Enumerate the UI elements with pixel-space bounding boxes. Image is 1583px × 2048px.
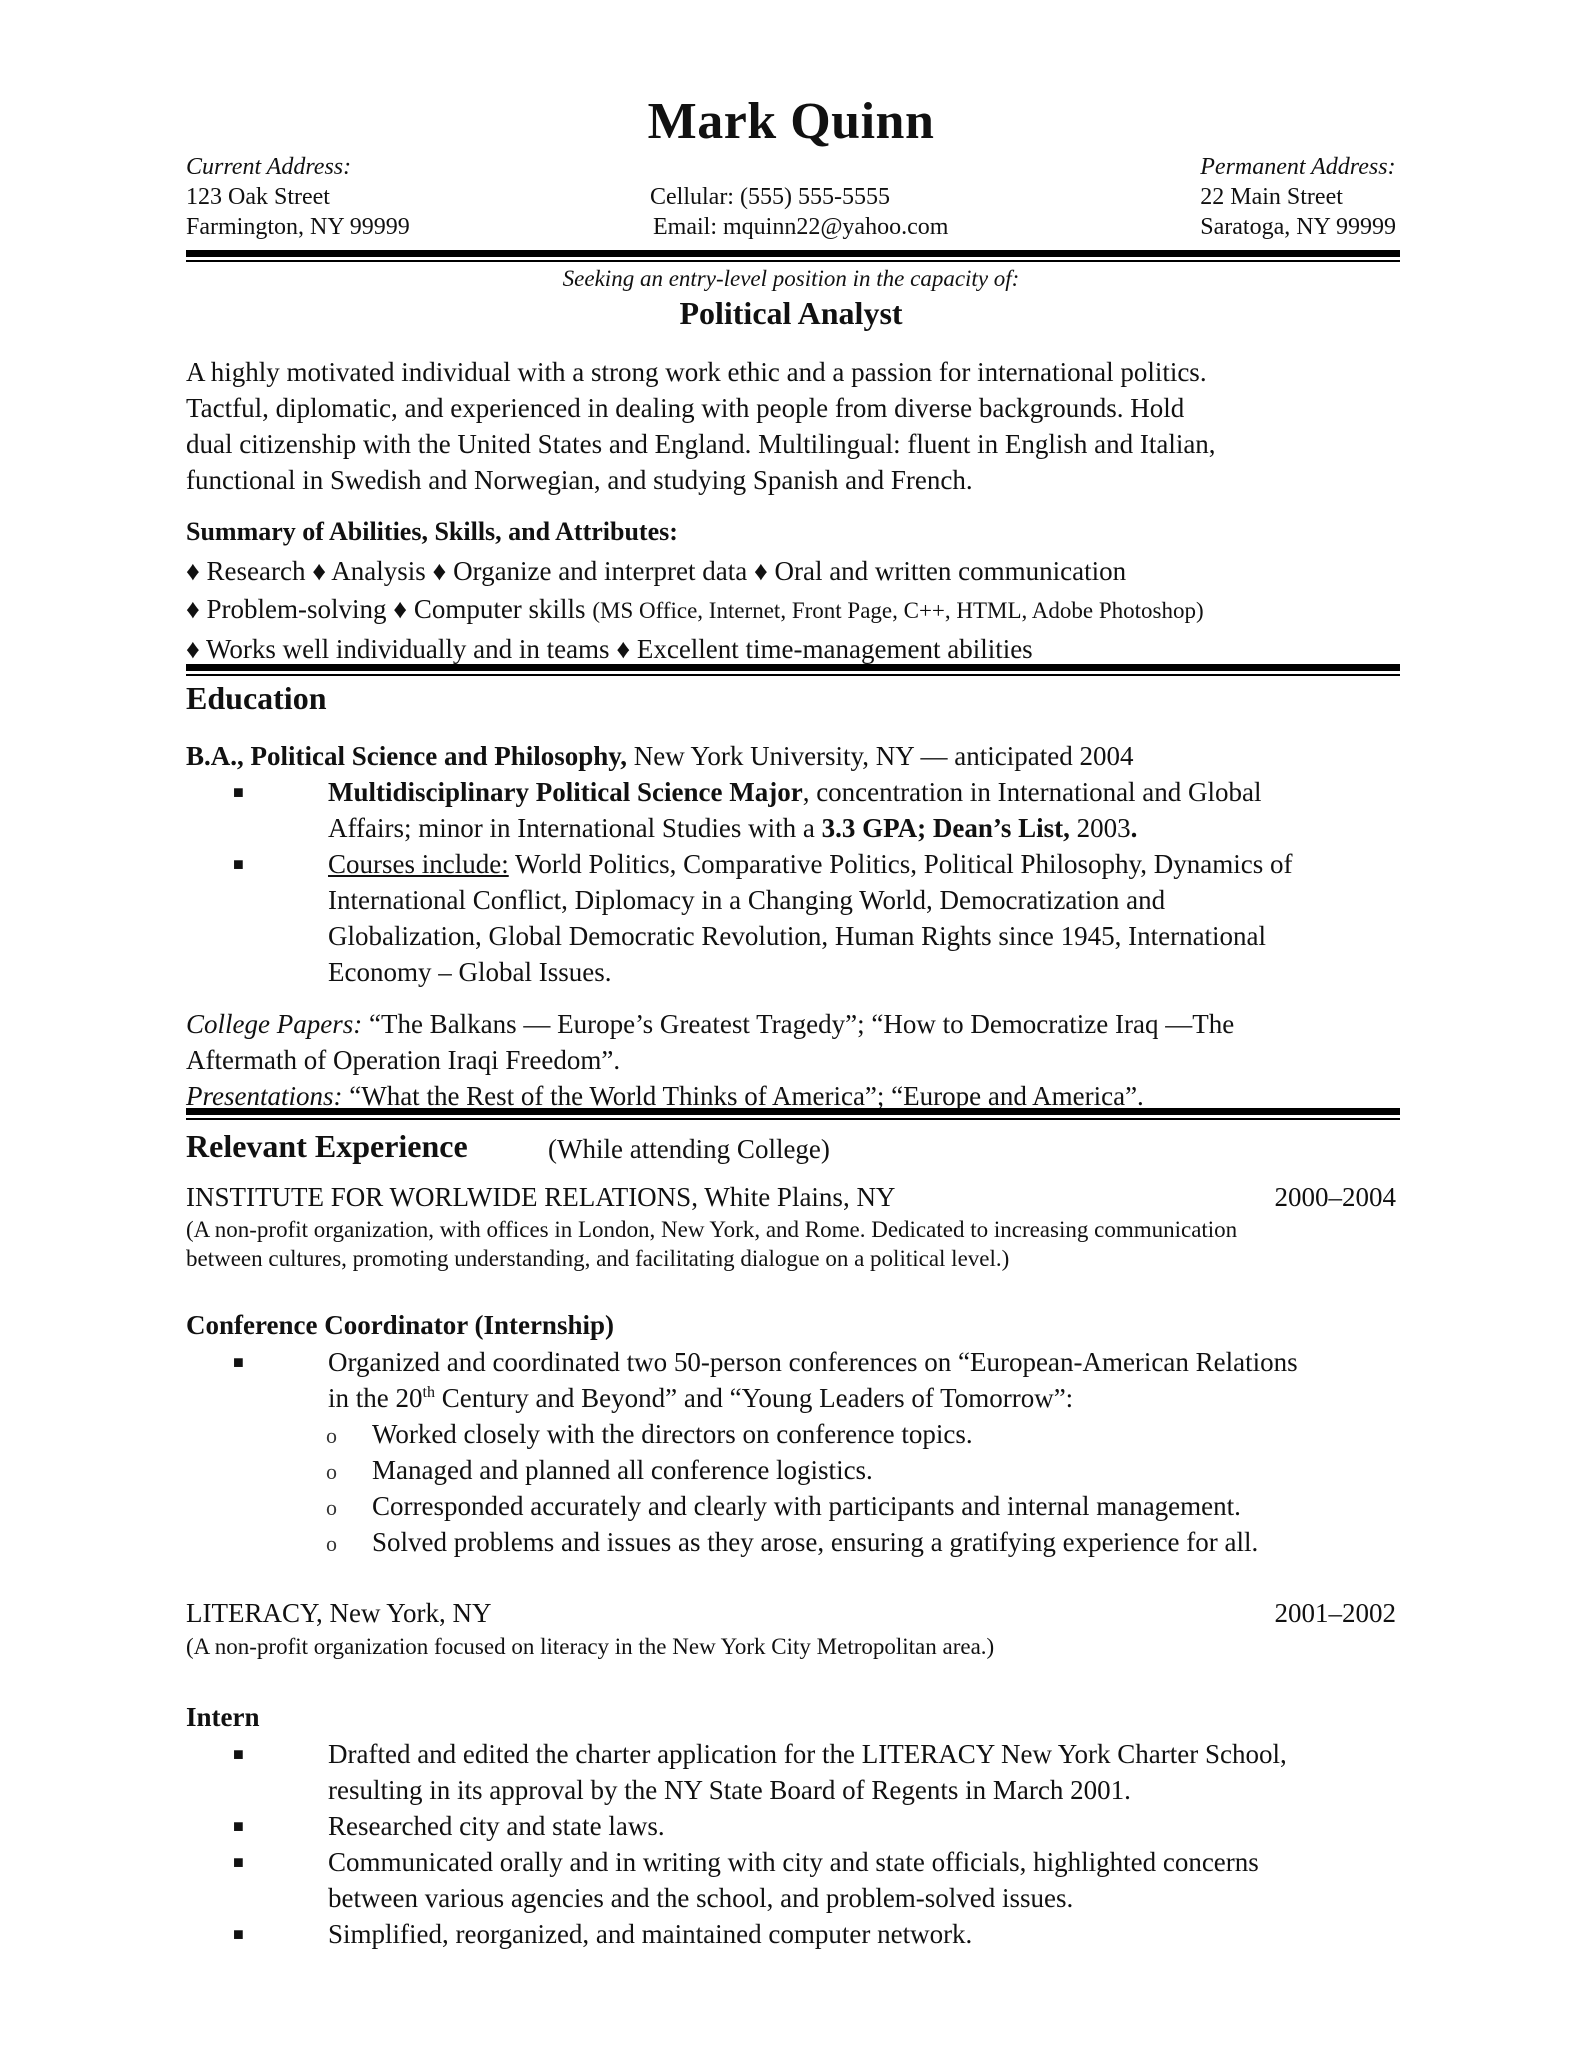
skills-line [186, 630, 1204, 668]
education-heading: Education [186, 680, 327, 716]
job-bullet-text [328, 1916, 1428, 1952]
minor-text: Affairs; minor in International Studies with a [328, 813, 822, 843]
email-address: Email: mquinn22@yahoo.com [653, 214, 949, 240]
square-bullet-icon: ■ [233, 782, 244, 802]
permanent-address-line1: 22 Main Street [1200, 184, 1343, 210]
degree-line [186, 738, 1133, 774]
bullet-line: Organized and coordinated two 50-person conferences on “European-American Relations [328, 1347, 1298, 1377]
job-role: Intern [186, 1702, 260, 1732]
presentations-text: “What the Rest of the World Thinks of America”; “Europe and America”. [342, 1081, 1144, 1111]
current-address-line2: Farmington, NY 99999 [186, 214, 410, 240]
job-role: Conference Coordinator (Internship) [186, 1310, 614, 1340]
skill-item: Organize and interpret data [453, 556, 748, 586]
deans-list-year: 2003 [1069, 813, 1131, 843]
diamond-bullet-icon: ♦ [312, 556, 327, 586]
diamond-bullet-icon: ♦ [186, 594, 200, 624]
contact-info [650, 182, 948, 242]
skills-line [186, 590, 1204, 630]
major-name: Multidisciplinary Political Science Major [328, 777, 803, 807]
papers-presentations [186, 1006, 1406, 1114]
job-bullet-text [328, 1344, 1428, 1416]
major-concentration: , concentration in International and Global [802, 777, 1262, 807]
objective-intro: Seeking an entry-level position in the capacity of: [562, 266, 1020, 291]
skills-heading: Summary of Abilities, Skills, and Attributes: [186, 517, 678, 546]
permanent-address [1200, 152, 1396, 242]
org-name: LITERACY, New York, NY [186, 1598, 492, 1628]
skill-item: Works well individually and in teams [206, 634, 610, 664]
square-bullet-icon: ■ [233, 1352, 244, 1372]
degree-title: B.A., Political Science and Philosophy, [186, 741, 628, 771]
bullet-line: Century and Beyond” and “Young Leaders of Tomorrow”: [434, 1383, 1074, 1413]
header-divider [186, 250, 1400, 257]
papers-text: Aftermath of Operation Iraqi Freedom”. [186, 1045, 621, 1075]
skills-list [186, 552, 1204, 668]
bullet-line: Simplified, reorganized, and maintained computer network. [328, 1919, 973, 1949]
bullet-line: Drafted and edited the charter application for the LITERACY New York Charter School, [328, 1739, 1287, 1769]
bullet-line: resulting in its approval by the NY State Board of Regents in March 2001. [328, 1775, 1131, 1805]
job-bullet-text [328, 1844, 1428, 1916]
bullet-line: between various agencies and the school, and problem-solved issues. [328, 1883, 1074, 1913]
summary-line: dual citizenship with the United States and England. Multilingual: fluent in English and Italian, [186, 429, 1216, 459]
sub-bullet-text: Solved problems and issues as they arose, ensuring a gratifying experience for all. [372, 1527, 1259, 1557]
experience-heading: Relevant Experience [186, 1128, 468, 1164]
skill-item: Research [206, 556, 306, 586]
diamond-bullet-icon: ♦ [432, 556, 447, 586]
period: . [1130, 813, 1138, 843]
job-bullet-text [328, 1736, 1428, 1808]
experience-note: (While attending College) [548, 1134, 830, 1164]
skill-item: Computer skills [413, 594, 586, 624]
square-bullet-icon: ■ [233, 854, 244, 874]
square-bullet-icon: ■ [233, 1744, 244, 1764]
skill-item: Analysis [331, 556, 426, 586]
summary-line: Tactful, diplomatic, and experienced in dealing with people from diverse backgrounds. Hold [186, 393, 1185, 423]
computer-skills-detail: (MS Office, Internet, Front Page, C++, HTML, Adobe Photoshop) [592, 598, 1204, 623]
major-text [328, 774, 1428, 846]
org-description-line: (A non-profit organization, with offices in London, New York, and Rome. Dedicated to increasing communication [186, 1217, 1238, 1242]
sub-bullet-text: Corresponded accurately and clearly with participants and internal management. [372, 1491, 1241, 1521]
presentations-label: Presentations: [186, 1081, 343, 1111]
cellular-phone: Cellular: (555) 555-5555 [650, 184, 890, 210]
degree-institution: New York University, NY — anticipated 2004 [627, 741, 1134, 771]
diamond-bullet-icon: ♦ [616, 634, 631, 664]
skill-item: Problem-solving [206, 594, 387, 624]
objective-title: Political Analyst [679, 295, 903, 331]
bullet-line: in the 20 [328, 1383, 423, 1413]
skills-divider [186, 664, 1400, 671]
gpa-deans-list: 3.3 GPA; Dean’s List, [821, 813, 1070, 843]
org-name: INSTITUTE FOR WORLWIDE RELATIONS, White Plains, NY [186, 1182, 896, 1212]
diamond-bullet-icon: ♦ [753, 556, 768, 586]
circle-bullet-icon: o [326, 1459, 337, 1484]
org-description-line: between cultures, promoting understanding, and facilitating dialogue on a political level.) [186, 1246, 1010, 1271]
papers-label: College Papers: [186, 1009, 363, 1039]
square-bullet-icon: ■ [233, 1816, 244, 1836]
square-bullet-icon: ■ [233, 1852, 244, 1872]
diamond-bullet-icon: ♦ [186, 556, 200, 586]
bullet-line: Researched city and state laws. [328, 1811, 665, 1841]
courses-line: World Politics, Comparative Politics, Political Philosophy, Dynamics of [508, 849, 1293, 879]
square-bullet-icon: ■ [233, 1924, 244, 1944]
skill-item: Excellent time-management abilities [636, 634, 1033, 664]
diamond-bullet-icon: ♦ [186, 634, 200, 664]
current-address-line1: 123 Oak Street [186, 184, 330, 210]
circle-bullet-icon: o [326, 1495, 337, 1520]
summary-line: functional in Swedish and Norwegian, and studying Spanish and French. [186, 465, 973, 495]
job-dates: 2001–2002 [1274, 1598, 1396, 1628]
courses-line: Economy – Global Issues. [328, 957, 612, 987]
skills-line [186, 552, 1204, 590]
permanent-address-label: Permanent Address: [1200, 154, 1396, 180]
current-address-label: Current Address: [186, 154, 352, 180]
summary-paragraph [186, 354, 1406, 498]
job-bullet-text [328, 1808, 1428, 1844]
courses-line: Globalization, Global Democratic Revolution, Human Rights since 1945, International [328, 921, 1267, 951]
courses-line: International Conflict, Diplomacy in a Changing World, Democratization and [328, 885, 1166, 915]
org-description [186, 1215, 1406, 1273]
superscript: th [422, 1384, 435, 1401]
job-dates: 2000–2004 [1274, 1182, 1396, 1212]
courses-label: Courses include: [328, 849, 509, 879]
papers-text: “The Balkans — Europe’s Greatest Tragedy”; “How to Democratize Iraq —The [362, 1009, 1235, 1039]
education-divider [186, 1108, 1400, 1115]
job-organization [186, 1182, 1396, 1213]
job-organization [186, 1598, 1396, 1629]
org-description-line: (A non-profit organization focused on literacy in the New York City Metropolitan area.) [186, 1634, 995, 1659]
skill-item: Oral and written communication [774, 556, 1127, 586]
bullet-line: Communicated orally and in writing with city and state officials, highlighted concerns [328, 1847, 1259, 1877]
diamond-bullet-icon: ♦ [393, 594, 408, 624]
summary-line: A highly motivated individual with a strong work ethic and a passion for international politics. [186, 357, 1207, 387]
circle-bullet-icon: o [326, 1531, 337, 1556]
permanent-address-line2: Saratoga, NY 99999 [1200, 214, 1396, 240]
sub-bullet-text: Managed and planned all conference logistics. [372, 1455, 873, 1485]
org-description [186, 1632, 1406, 1661]
courses-text [328, 846, 1428, 990]
candidate-name: Mark Quinn [647, 93, 935, 150]
current-address [186, 152, 410, 242]
circle-bullet-icon: o [326, 1423, 337, 1448]
sub-bullet-text: Worked closely with the directors on conference topics. [372, 1419, 973, 1449]
